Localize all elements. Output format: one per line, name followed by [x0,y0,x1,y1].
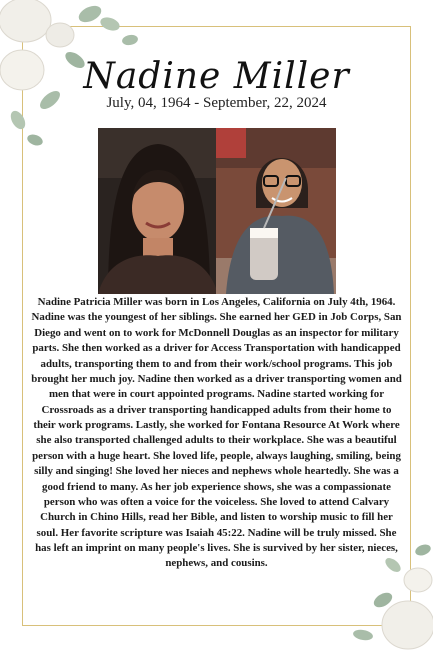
memorial-name: Nadine Miller [83,56,350,97]
portrait-photo-right [216,128,336,294]
memorial-dates: July, 04, 1964 - September, 22, 2024 [106,95,327,111]
portrait-photo-left [98,128,218,294]
biography-text: Nadine Patricia Miller was born in Los Angeles, California on July 4th, 1964. Nadine was the youngest of her siblings. She earned her GED in Job Corps, San Diego and went on to work for McDonnell Douglas as an inspector for military parts. She then worked as a driver for Access Transportation with handicapped adults, transporting them to and from their work/school programs. This job brought her much joy. Nadine then worked as a driver transporting women and men that were in court appointed programs. Nadine started working for Crossroads as a driver transporting handicapped adults from their home to their work programs. Lastly, she worked for Fontana Resource At Work where she also transported challenged adults to their workplace. She was a beautiful person with a huge heart. She loved life, people, always laughing, smiling, being silly and singing! She loved her nieces and nephews whole heartedly. She was a good friend to many. As her job experience shows, she was a compassionate person who was often a voice for the voiceless. She loved to attend Calvary Church in Chino Hills, read her Bible, and listen to worship music to fill her soul. Her favorite scripture was Isaiah 45:22. Nadine will be truly missed. She has left an imprint on many people's lives. She is survived by her sister, nieces, nephews, and cousins. [31,296,402,570]
